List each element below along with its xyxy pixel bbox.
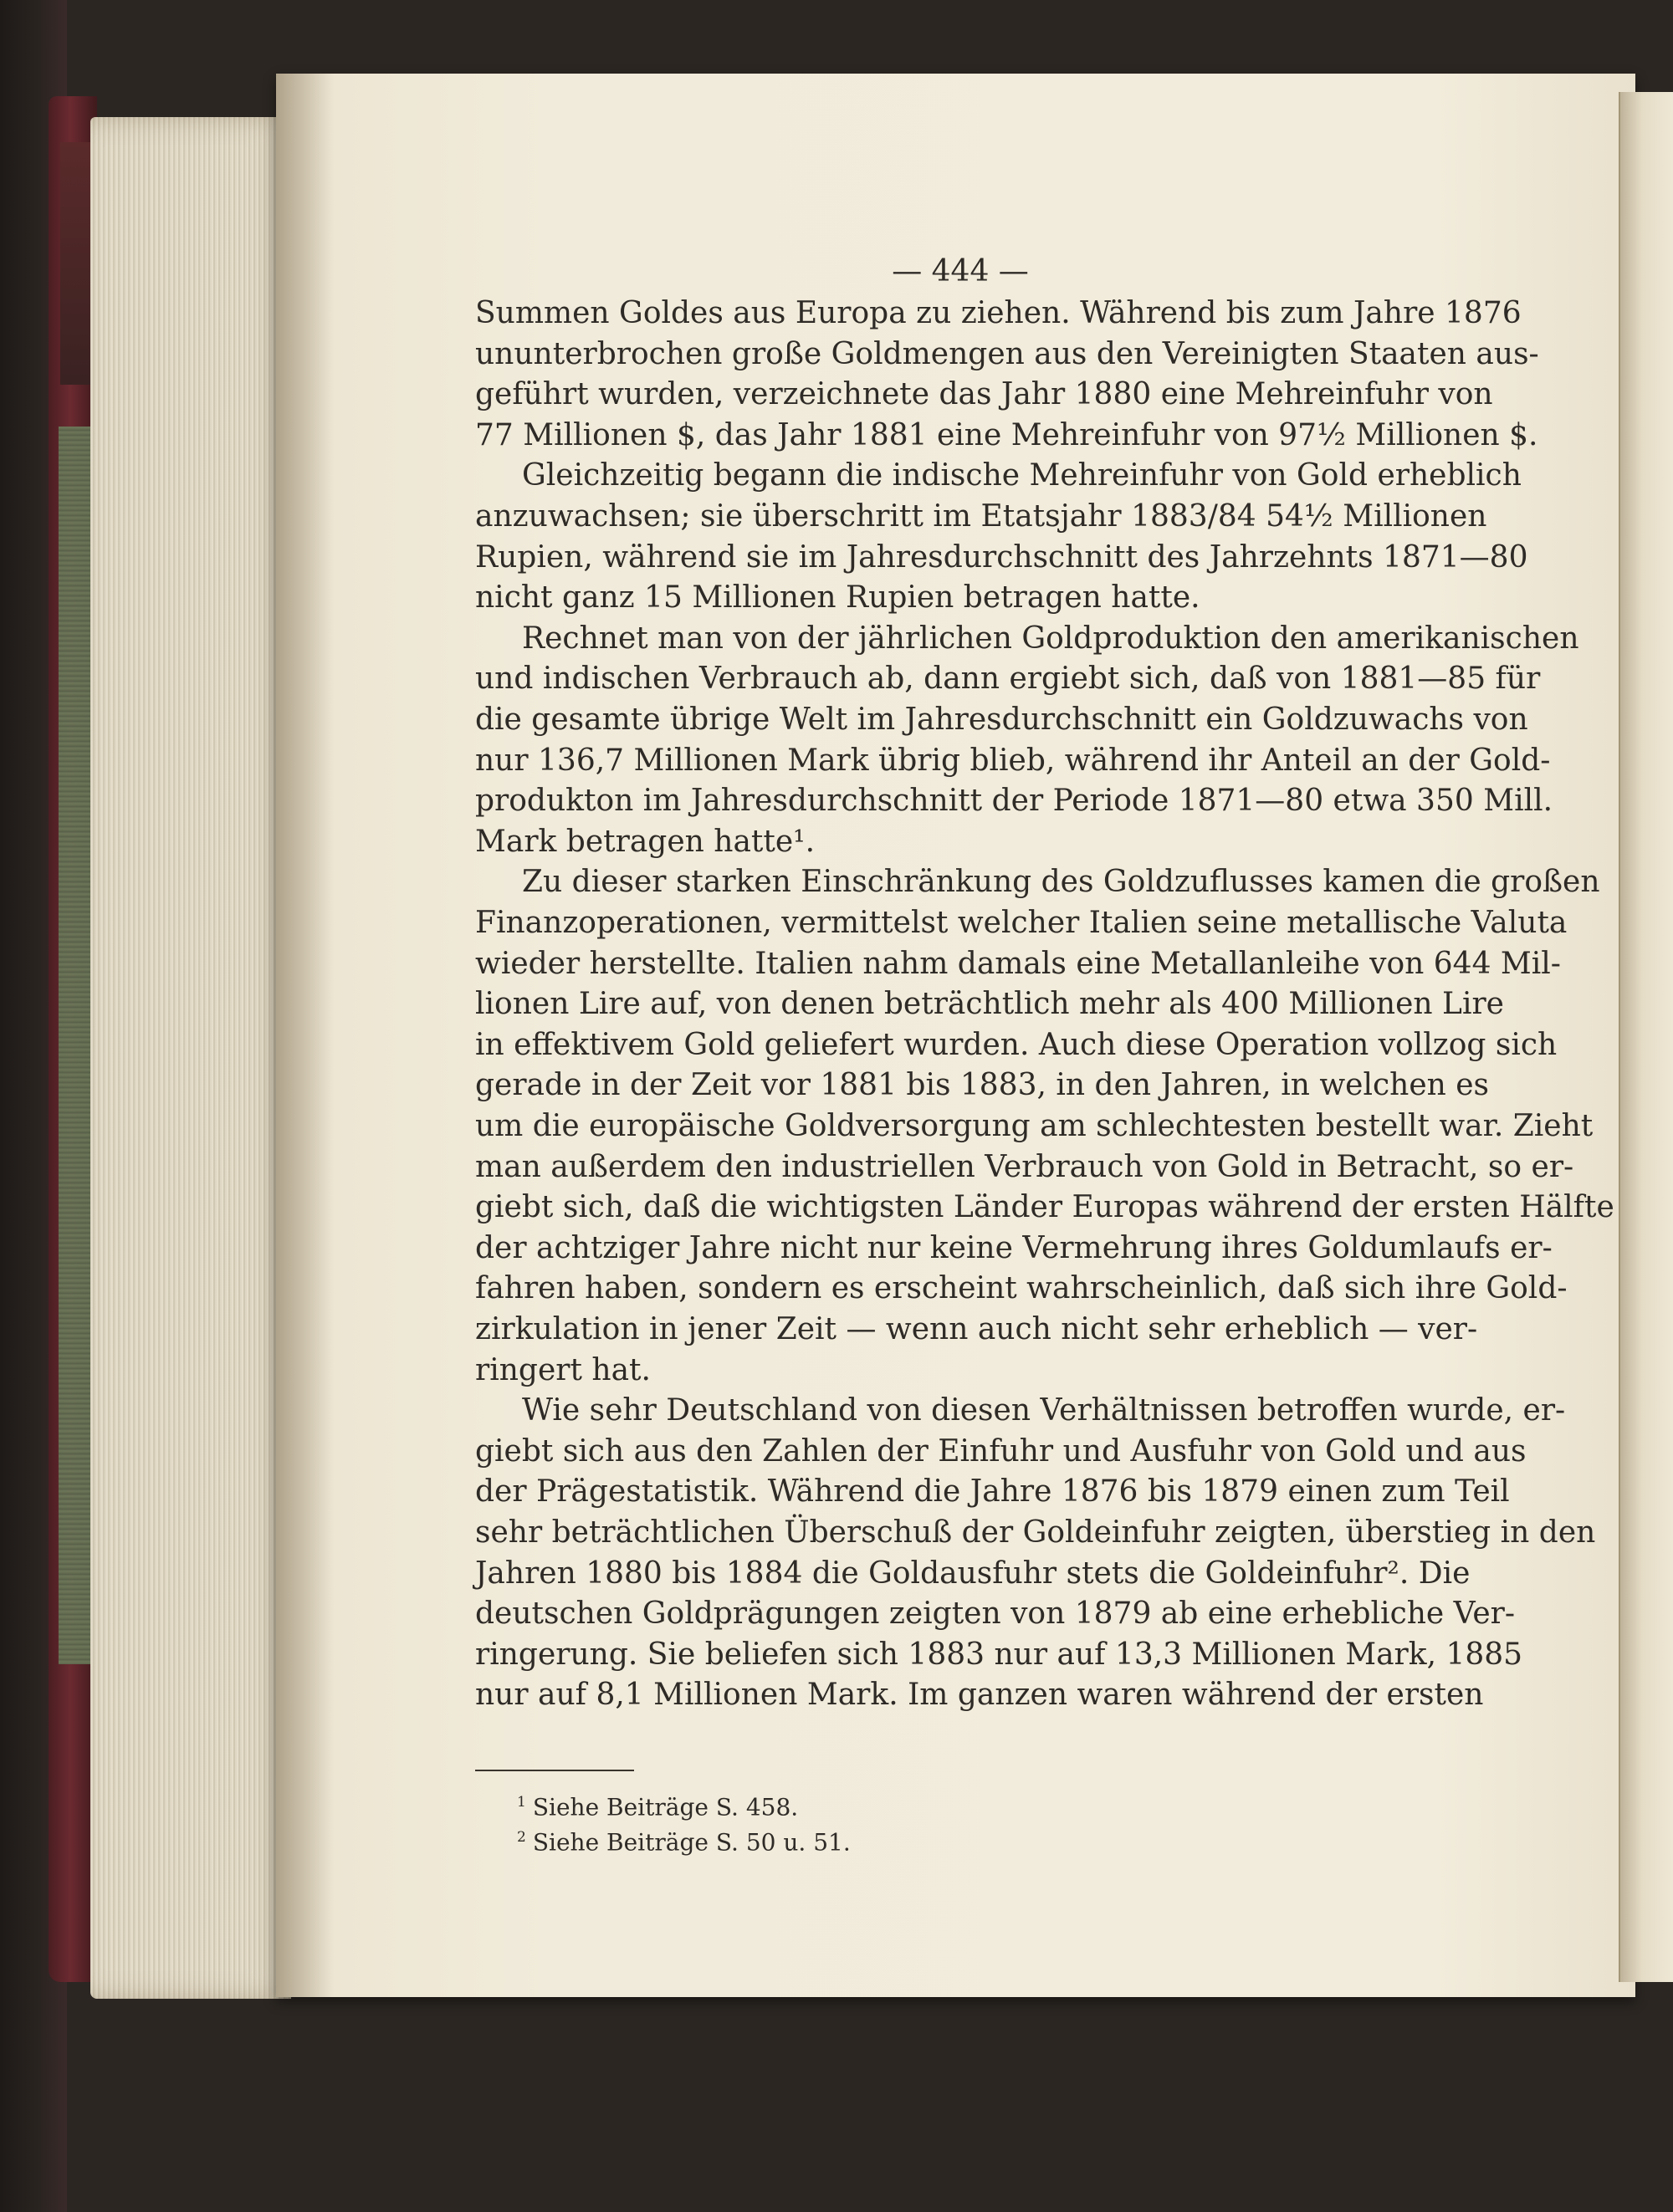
text-line: und indischen Verbrauch ab, dann ergiebt sich, daß von 1881—85 für — [475, 662, 1541, 697]
text-line: gerade in der Zeit vor 1881 bis 1883, in den Jahren, in welchen es — [475, 1068, 1490, 1103]
footnote-mark: 1 — [517, 1794, 526, 1811]
gutter-shadow — [276, 74, 335, 1997]
footnote-text: Siehe Beiträge S. 50 u. 51. — [532, 1828, 851, 1857]
text-line: Zu dieser starken Einschränkung des Goldzuflusses kamen die großen — [522, 865, 1600, 900]
footnote-1 — [517, 1788, 798, 1821]
text-line: die gesamte übrige Welt im Jahresdurchschnitt ein Goldzuwachs von — [475, 702, 1528, 737]
cover-marbled-paper — [59, 427, 94, 1664]
text-line: nicht ganz 15 Millionen Rupien betragen hatte. — [475, 580, 1200, 616]
text-line: 77 Millionen $, das Jahr 1881 eine Mehreinfuhr von 97½ Millionen $. — [475, 417, 1538, 452]
text-line: Rechnet man von der jährlichen Goldproduktion den amerikanischen — [522, 621, 1579, 656]
footnote-2 — [517, 1823, 851, 1857]
text-line: fahren haben, sondern es erscheint wahrscheinlich, daß sich ihre Gold- — [475, 1271, 1568, 1306]
text-line: giebt sich, daß die wichtigsten Länder Europas während der ersten Hälfte — [475, 1190, 1614, 1225]
text-line: zirkulation in jener Zeit — wenn auch nicht sehr erheblich — ver- — [475, 1312, 1478, 1346]
text-line: ringerung. Sie beliefen sich 1883 nur auf 13,3 Millionen Mark, 1885 — [475, 1637, 1523, 1672]
text-line: in effektivem Gold geliefert wurden. Auch diese Operation vollzog sich — [475, 1027, 1558, 1062]
text-line: geführt wurden, verzeichnete das Jahr 1880 eine Mehreinfuhr von — [475, 377, 1493, 412]
text-line: Gleichzeitig begann die indische Mehreinfuhr von Gold erheblich — [522, 458, 1522, 493]
text-line: um die europäische Goldversorgung am schlechtesten bestellt war. Zieht — [475, 1109, 1594, 1143]
text-line: Finanzoperationen, vermittelst welcher Italien seine metallische Valuta — [475, 906, 1568, 940]
text-line: wieder herstellte. Italien nahm damals eine Metallanleihe von 644 Mil- — [475, 946, 1561, 981]
page-number: — 444 — — [892, 254, 1029, 289]
text-line: ringert hat. — [475, 1352, 651, 1387]
cover-label-dark — [60, 142, 92, 385]
footnote-rule — [475, 1770, 634, 1771]
text-line: man außerdem den industriellen Verbrauch von Gold in Betracht, so er- — [475, 1149, 1574, 1184]
text-line: nur 136,7 Millionen Mark übrig blieb, während ihr Anteil an der Gold- — [475, 743, 1551, 778]
text-line: Jahren 1880 bis 1884 die Goldausfuhr stets die Goldeinfuhr². Die — [475, 1556, 1471, 1591]
text-line: ununterbrochen große Goldmengen aus den Vereinigten Staaten aus- — [475, 336, 1539, 371]
text-line: Mark betragen hatte¹. — [475, 824, 816, 859]
text-line: deutschen Goldprägungen zeigten von 1879 ab eine erhebliche Ver- — [475, 1596, 1516, 1632]
text-line: der achtziger Jahre nicht nur keine Vermehrung ihres Goldumlaufs er- — [475, 1230, 1553, 1265]
text-line: produkton im Jahresdurchschnitt der Periode 1871—80 etwa 350 Mill. — [475, 784, 1553, 819]
text-line: anzuwachsen; sie überschritt im Etatsjahr 1883/84 54½ Millionen — [475, 499, 1487, 534]
text-line: Wie sehr Deutschland von diesen Verhältnissen betroffen wurde, er- — [522, 1393, 1566, 1428]
page-stack-edges — [90, 117, 291, 1999]
footnote-mark: 2 — [517, 1829, 526, 1846]
text-line: sehr beträchtlichen Überschuß der Goldeinfuhr zeigten, überstieg in den — [475, 1515, 1596, 1550]
text-line: Rupien, während sie im Jahresdurchschnitt des Jahrzehnts 1871—80 — [475, 539, 1528, 575]
text-line: der Prägestatistik. Während die Jahre 1876 bis 1879 einen zum Teil — [475, 1474, 1510, 1510]
text-line: nur auf 8,1 Millionen Mark. Im ganzen waren während der ersten — [475, 1678, 1484, 1713]
facing-page-edge — [1619, 92, 1673, 1982]
text-line: lionen Lire auf, von denen beträchtlich mehr als 400 Millionen Lire — [475, 987, 1504, 1022]
footnote-text: Siehe Beiträge S. 458. — [532, 1793, 799, 1821]
text-line: giebt sich aus den Zahlen der Einfuhr und Ausfuhr von Gold und aus — [475, 1433, 1527, 1469]
text-line: Summen Goldes aus Europa zu ziehen. Während bis zum Jahre 1876 — [475, 296, 1522, 330]
